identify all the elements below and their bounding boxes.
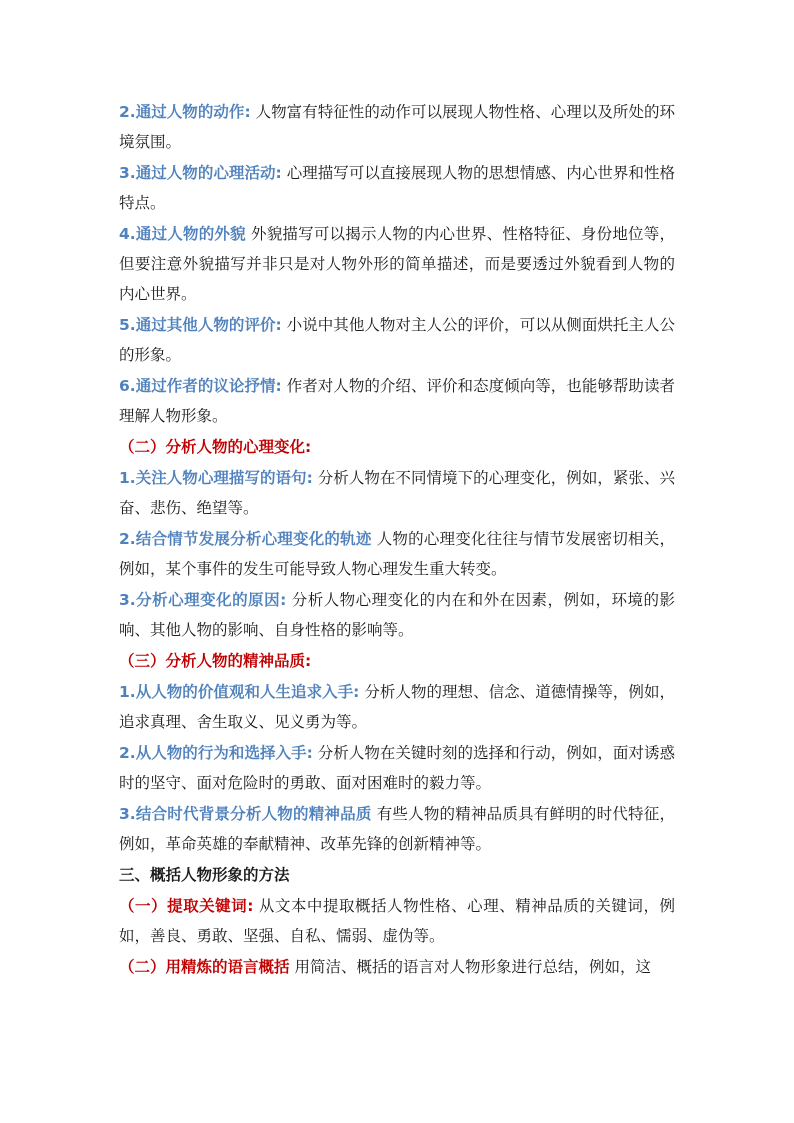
point-paragraph: [119, 371, 675, 431]
point-lead: 6.通过作者的议论抒情:: [119, 377, 282, 395]
point-lead: 2.结合情节发展分析心理变化的轨迹: [119, 530, 372, 548]
point-lead: 2.从人物的行为和选择入手:: [119, 744, 313, 762]
method-text: 用简洁、概括的语言对人物形象进行总结，例如，这: [294, 958, 651, 976]
point-text: 作者对人物的介绍、评价和态度倾向等，也能够帮助读者理解人物形象。: [119, 377, 675, 425]
point-lead: 3.结合时代背景分析人物的精神品质: [119, 805, 372, 823]
point-text: 分析人物在不同情境下的心理变化，例如，紧张、兴奋、悲伤、绝望等。: [119, 469, 675, 517]
point-paragraph: [119, 158, 675, 218]
point-lead: 5.通过其他人物的评价:: [119, 316, 282, 334]
point-paragraph: [119, 799, 675, 859]
point-paragraph: [119, 97, 675, 157]
point-lead: 2.通过人物的动作:: [119, 103, 251, 121]
point-text: 分析人物心理变化的内在和外在因素，例如，环境的影响、其他人物的影响、自身性格的影响等。: [119, 591, 675, 639]
point-paragraph: [119, 677, 675, 737]
method-lead: （一）提取关键词:: [119, 897, 254, 915]
method-paragraph: [119, 952, 675, 982]
point-paragraph: [119, 585, 675, 645]
point-lead: 4.通过人物的外貌: [119, 225, 246, 243]
section-subheading: （三）分析人物的精神品质:: [119, 652, 312, 670]
method-paragraph: [119, 891, 675, 951]
method-text: 从文本中提取概括人物性格、心理、精神品质的关键词，例如，善良、勇敢、坚强、自私、懦弱、虚伪等。: [119, 897, 675, 945]
point-text: 小说中其他人物对主人公的评价，可以从侧面烘托主人公的形象。: [119, 316, 675, 364]
point-paragraph: [119, 738, 675, 798]
document-body: [119, 97, 675, 983]
method-lead: （二）用精炼的语言概括: [119, 958, 290, 976]
point-text: 分析人物在关键时刻的选择和行动，例如，面对诱惑时的坚守、面对危险时的勇敢、面对困难时的毅力等。: [119, 744, 675, 792]
point-paragraph: [119, 463, 675, 523]
point-text: 人物的心理变化往往与情节发展密切相关，例如，某个事件的发生可能导致人物心理发生重大转变。: [119, 530, 675, 578]
point-text: 有些人物的精神品质具有鲜明的时代特征，例如，革命英雄的奉献精神、改革先锋的创新精神等。: [119, 805, 675, 853]
point-paragraph: [119, 524, 675, 584]
point-text: 外貌描写可以揭示人物的内心世界、性格特征、身份地位等，但要注意外貌描写并非只是对人物外形的简单描述，而是要透过外貌看到人物的内心世界。: [119, 225, 675, 303]
point-paragraph: [119, 219, 675, 309]
section-subheading: （二）分析人物的心理变化:: [119, 438, 312, 456]
point-text: 人物富有特征性的动作可以展现人物性格、心理以及所处的环境氛围。: [119, 103, 675, 151]
point-lead: 1.从人物的价值观和人生追求入手:: [119, 683, 360, 701]
point-lead: 1.关注人物心理描写的语句:: [119, 469, 313, 487]
point-text: 心理描写可以直接展现人物的思想情感、内心世界和性格特点。: [119, 164, 675, 212]
point-lead: 3.通过人物的心理活动:: [119, 164, 282, 182]
point-text: 分析人物的理想、信念、道德情操等，例如，追求真理、舍生取义、见义勇为等。: [119, 683, 675, 731]
point-lead: 3.分析心理变化的原因:: [119, 591, 287, 609]
section-heading: 三、概括人物形象的方法: [119, 866, 290, 884]
point-paragraph: [119, 310, 675, 370]
